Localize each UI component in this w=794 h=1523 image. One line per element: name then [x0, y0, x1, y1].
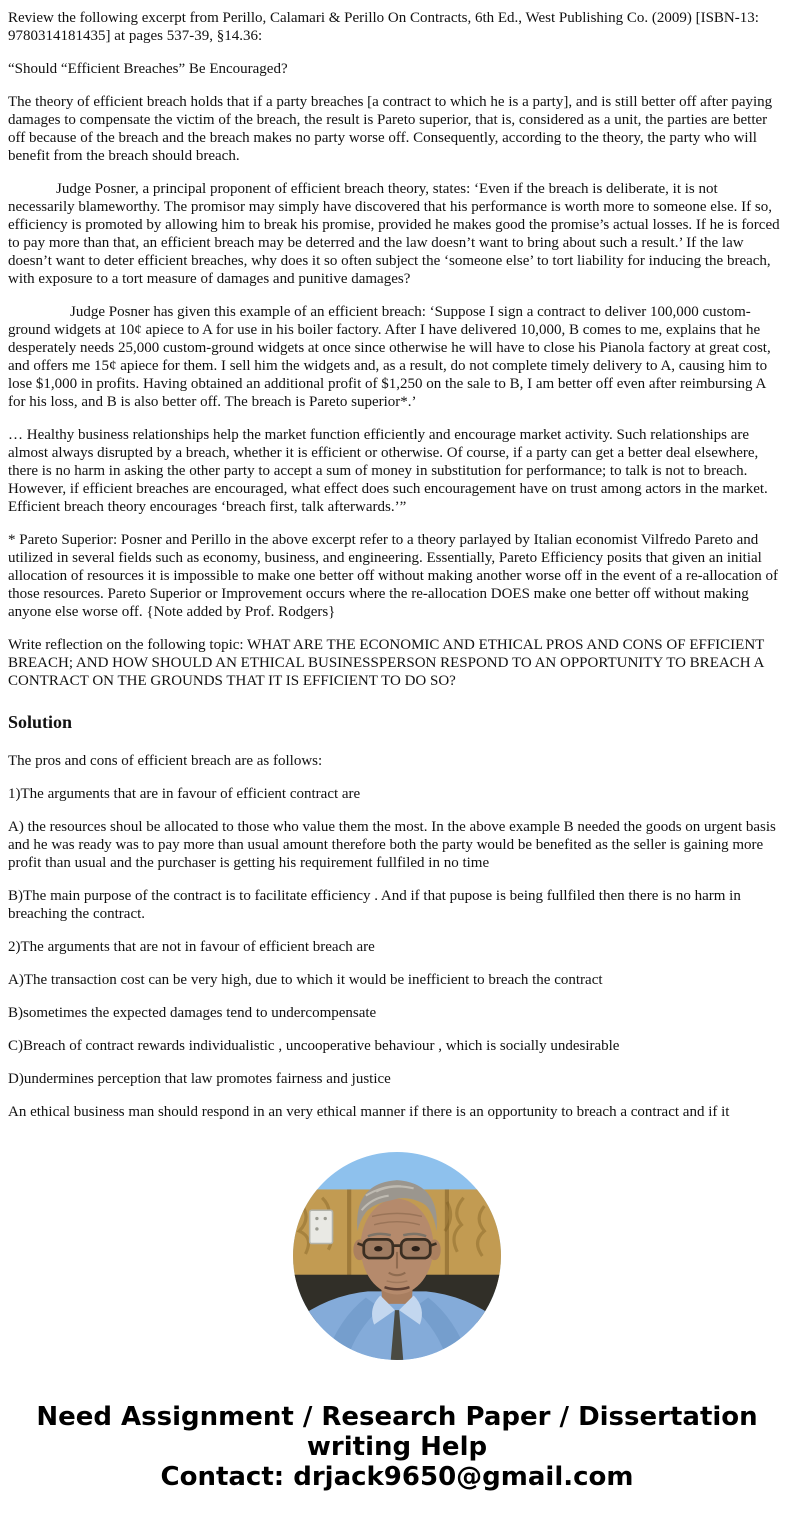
solution-paragraph-intro: The pros and cons of efficient breach are as follows:	[8, 753, 323, 769]
profile-photo	[293, 1152, 501, 1360]
contact-banner-email: Contact: drjack9650@gmail.com	[160, 1462, 634, 1492]
excerpt-paragraph-theory: The theory of efficient breach holds that if a party breaches [a contract to which he is a party], and is still better off after paying damages to compensate the victim of the breach, the result is Pareto superior, that is, considered as a unit, the parties are better off because of the breach and the breach makes no party worse off. Consequently, according to the theory, the party who will benefit from the breach should breach.	[8, 94, 773, 164]
excerpt-paragraph-title: “Should “Efficient Breaches” Be Encouraged?	[8, 61, 288, 77]
solution-heading: Solution	[8, 712, 73, 732]
excerpt-paragraph-healthy-relationships: … Healthy business relationships help the market function efficiently and encourage market activity. Such relationships are almost always disrupted by a breach, whether it is efficient or otherwise. Of course, if a party can get a better deal elsewhere, there is no harm in asking the other party to accept a sum of money in substitution for performance; to talk is not to breach. However, if efficient breaches are encouraged, what effect does such encouragement have on trust among actors in the market. Efficient breach theory encourages ‘breach first, talk afterwards.’”	[8, 427, 768, 515]
contact-banner-line1: Need Assignment / Research Paper / Dissertation	[36, 1402, 758, 1432]
solution-paragraph-ethical-clipped: An ethical business man should respond in an very ethical manner if there is an opportunity to breach a contract and if it	[8, 1104, 730, 1120]
solution-paragraph-against-d: D)undermines perception that law promotes fairness and justice	[8, 1071, 391, 1087]
solution-paragraph-favour-a: A) the resources shoul be allocated to those who value them the most. In the above example B needed the goods on urgent basis and he was ready was to pay more than usual amount therefore both the party would be benefited as the seller is gaining more profit than usual and the purchaser is getting his requirement fullfiled in no time	[8, 819, 776, 871]
solution-paragraph-favour-heading: 1)The arguments that are in favour of efficient contract are	[8, 786, 361, 802]
contact-banner-line2: writing Help	[306, 1432, 488, 1462]
solution-paragraph-against-b: B)sometimes the expected damages tend to undercompensate	[8, 1005, 377, 1021]
solution-paragraph-against-heading: 2)The arguments that are not in favour of efficient breach are	[8, 939, 375, 955]
solution-paragraph-against-c: C)Breach of contract rewards individualistic , uncooperative behaviour , which is socially undesirable	[8, 1038, 620, 1054]
excerpt-paragraph-citation: Review the following excerpt from Perillo, Calamari & Perillo On Contracts, 6th Ed., West Publishing Co. (2009) [ISBN-13: 9780314181435] at pages 537-39, §14.36:	[8, 10, 759, 44]
contact-banner	[0, 1402, 794, 1492]
excerpt-paragraph-posner-example: Judge Posner has given this example of an efficient breach: ‘Suppose I sign a contract to deliver 100,000 custom-ground widgets at 10¢ apiece to A for use in his boiler factory. After I have delivered 10,000, B comes to me, explains that he desperately needs 25,000 custom-ground widgets at once since otherwise he will have to close his Pianola factory at great cost, and offers me 15¢ apiece for them. I sell him the widgets and, as a result, do not complete timely delivery to A, causing him to lose $1,000 in profits. Having obtained an additional profit of $1,250 on the sale to B, I am better off even after reimbursing A for his loss, and B is also better off. The breach is Pareto superior*.’	[8, 304, 771, 410]
excerpt-paragraph-posner-quote: Judge Posner, a principal proponent of efficient breach theory, states: ‘Even if the breach is deliberate, it is not necessarily blameworthy. The promisor may simply have discovered that his performance is worth more to someone else. If so, efficiency is promoted by allowing him to break his promise, provided he makes good the promise’s actual losses. If he is forced to pay more than that, an efficient breach may be deterred and the law doesn’t want to bring about such a result.’ If the law doesn’t want to deter efficient breaches, why does it so often subject the ‘someone else’ to tort liability for inducing the breach, with exposure to a tort measure of damages and punitive damages?	[8, 181, 780, 287]
solution-paragraph-against-a: A)The transaction cost can be very high, due to which it would be inefficient to breach the contract	[8, 972, 603, 988]
excerpt-paragraph-pareto-footnote: * Pareto Superior: Posner and Perillo in the above excerpt refer to a theory parlayed by Italian economist Vilfredo Pareto and utilized in several fields such as economy, business, and engineering. Essentially, Pareto Efficiency posits that given an initial allocation of resources it is impossible to make one better off without making another worse off in the event of a re-allocation of those resources. Pareto Superior or Improvement occurs where the re-allocation DOES make one better off without making anyone else worse off. {Note added by Prof. Rodgers}	[8, 532, 779, 620]
excerpt-paragraph-assignment-topic: Write reflection on the following topic: WHAT ARE THE ECONOMIC AND ETHICAL PROS AND CONS OF EFFICIENT BREACH; AND HOW SHOULD AN ETHICAL BUSINESSPERSON RESPOND TO AN OPPORTUNITY TO BREACH A CONTRACT ON THE GROUNDS THAT IT IS EFFICIENT TO DO SO?	[8, 637, 765, 689]
solution-paragraph-favour-b: B)The main purpose of the contract is to facilitate efficiency . And if that pupose is being fullfiled then there is no harm in breaching the contract.	[8, 888, 741, 922]
profile-photo-illustration	[293, 1152, 501, 1360]
